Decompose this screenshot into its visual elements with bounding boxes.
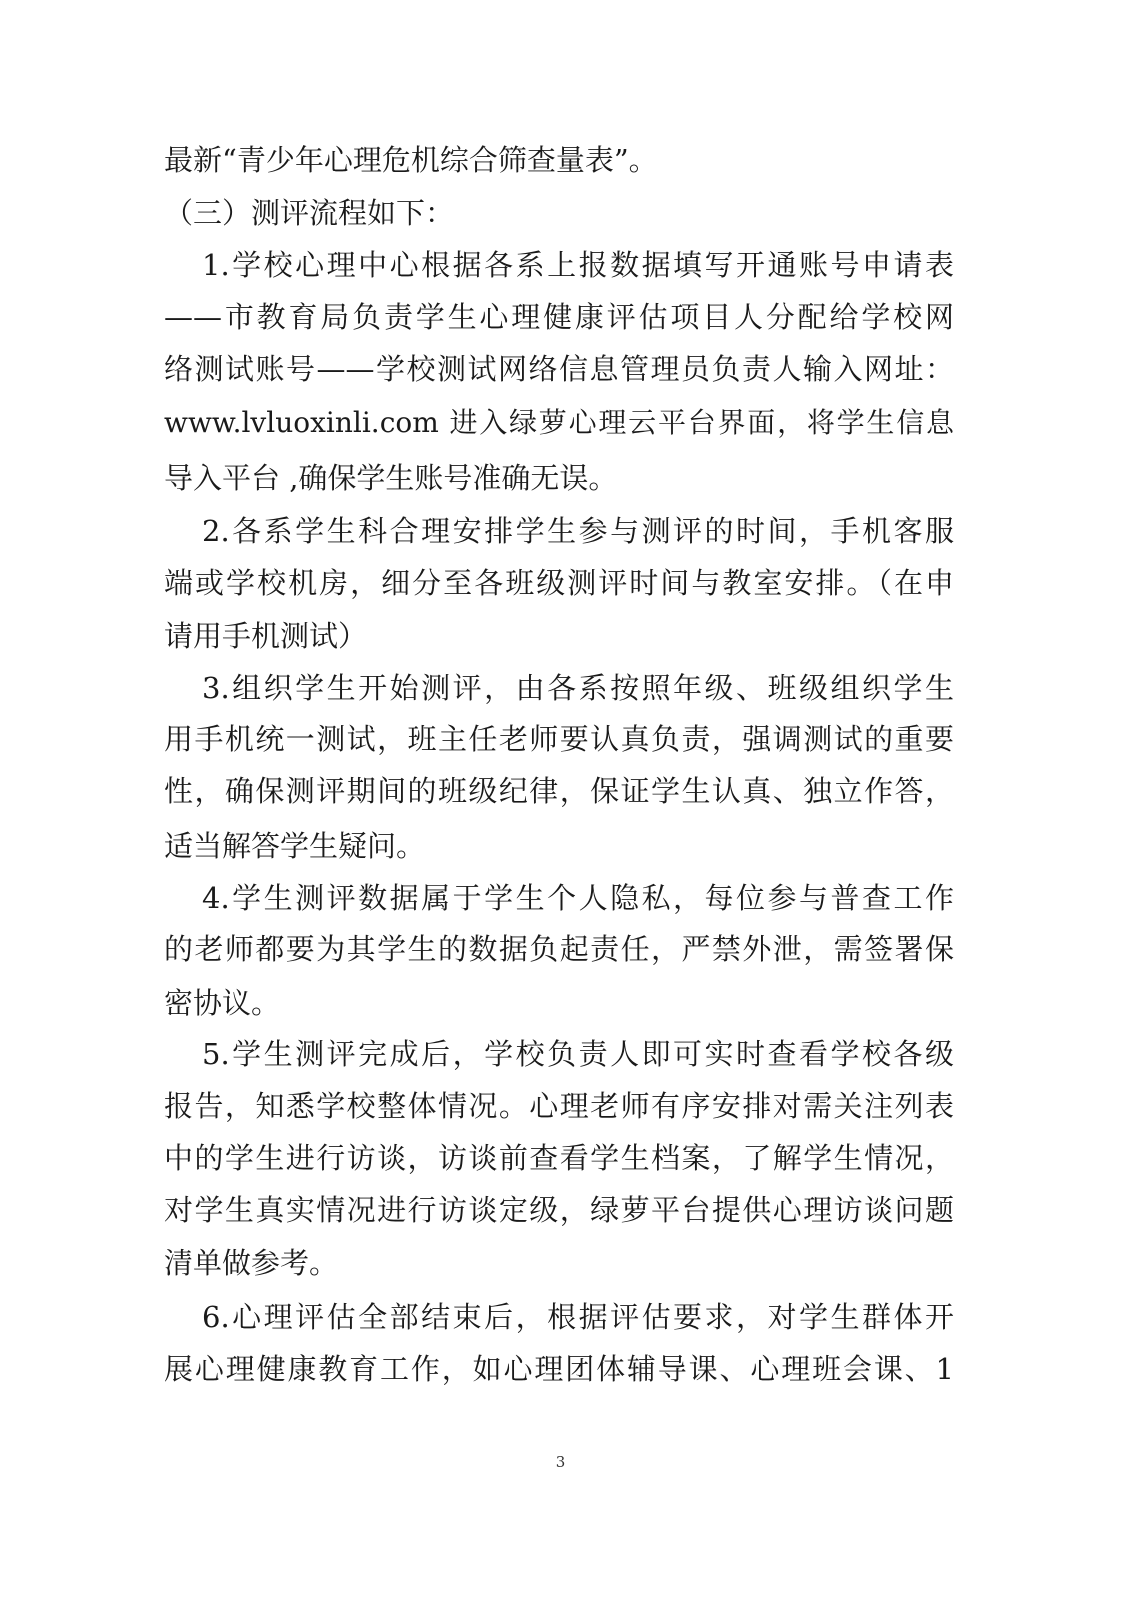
text-line: 用手机统一测试，班主任老师要认真负责，强调测试的重要 [164,722,954,756]
text-line: 报告，知悉学校整体情况。心理老师有序安排对需关注列表 [164,1089,954,1123]
text-line: 清单做参考。 [164,1246,339,1280]
section-heading: （三）测评流程如下： [164,196,455,230]
text-line: 请用手机测试） [164,619,368,653]
page-number: 3 [555,1453,566,1471]
text-line: 对学生真实情况进行访谈定级，绿萝平台提供心理访谈问题 [164,1193,954,1227]
text-line: 适当解答学生疑问。 [164,829,426,863]
text-line: 密协议。 [164,986,281,1020]
text-line: 的老师都要为其学生的数据负起责任，严禁外泄，需签署保 [164,932,954,966]
text-line: 导入平台 ,确保学生账号准确无误。 [164,461,618,495]
text-line: 展心理健康教育工作，如心理团体辅导课、心理班会课、1 [164,1352,954,1386]
text-line: 5.学生测评完成后，学校负责人即可实时查看学校各级 [202,1037,954,1071]
text-line: 性，确保测评期间的班级纪律，保证学生认真、独立作答， [164,774,954,808]
text-line: 中的学生进行访谈，访谈前查看学生档案，了解学生情况， [164,1141,954,1175]
text-line: ——市教育局负责学生心理健康评估项目人分配给学校网 [164,300,954,334]
text-line: 络测试账号——学校测试网络信息管理员负责人输入网址： [164,352,954,386]
text-line: 4.学生测评数据属于学生个人隐私，每位参与普查工作 [202,881,954,915]
text-line: 3.组织学生开始测评，由各系按照年级、班级组织学生 [202,671,954,705]
text-line: www.lvluoxinli.com 进入绿萝心理云平台界面，将学生信息 [164,406,954,439]
text-line: 1.学校心理中心根据各系上报数据填写开通账号申请表 [202,248,954,282]
text-line: 2.各系学生科合理安排学生参与测评的时间，手机客服 [202,514,954,548]
text-line: 最新“青少年心理危机综合筛查量表”。 [164,143,658,177]
text-line: 端或学校机房，细分至各班级测评时间与教室安排。（在申 [164,566,954,600]
text-line: 6.心理评估全部结束后，根据评估要求，对学生群体开 [202,1300,954,1334]
